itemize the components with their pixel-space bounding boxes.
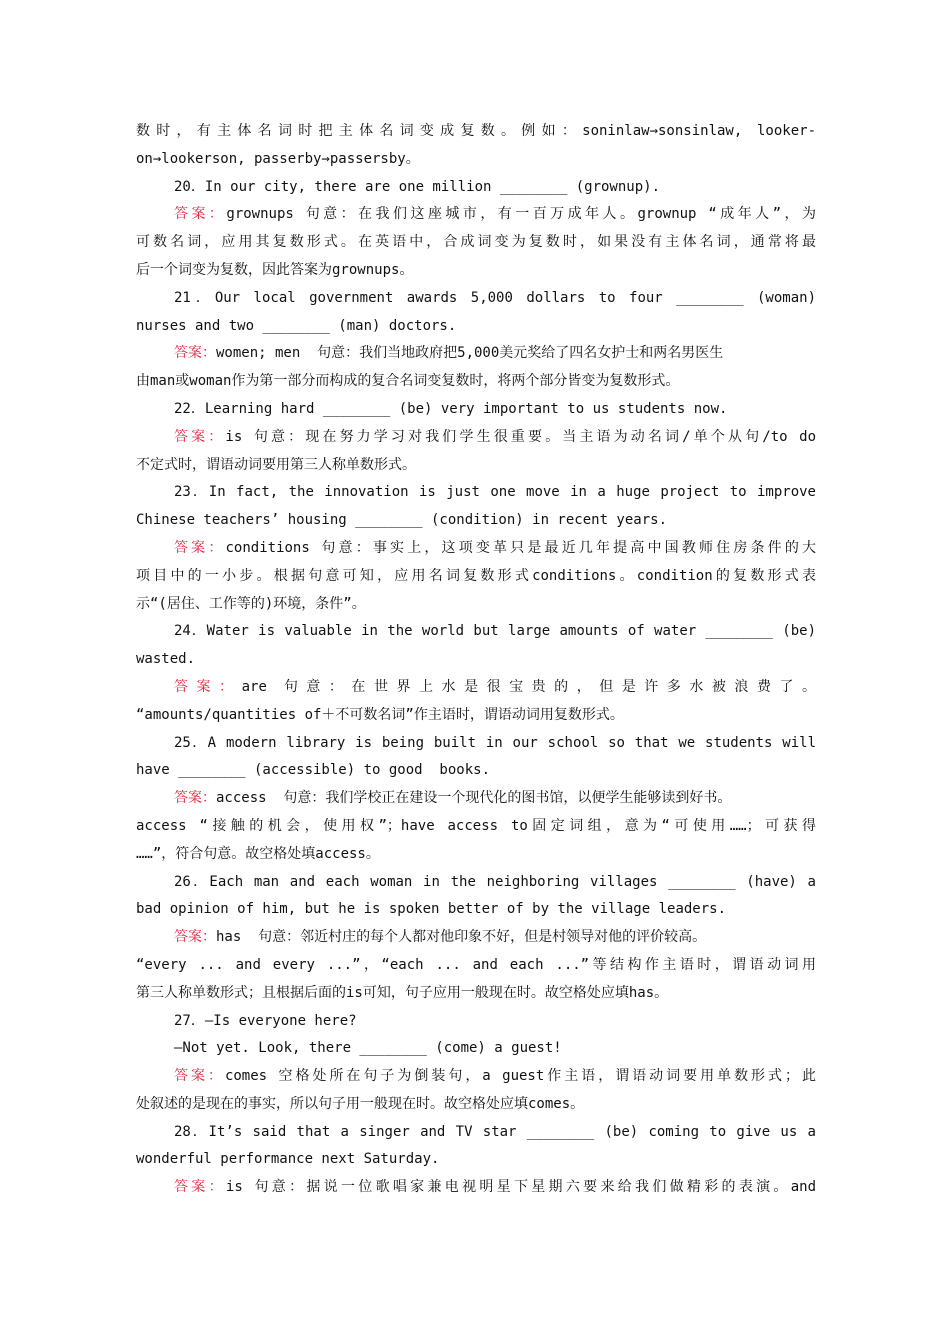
question-text: 26．Each man and each woman in the neighboring villages ________ (have) a — [174, 873, 816, 890]
answer-label: 答案： — [174, 678, 242, 695]
answer-text: grownups 句意：在我们这座城市，有一百万成年人。grownup “成年人”，为 — [226, 206, 816, 223]
answer-label: 答案： — [174, 1179, 226, 1196]
answer-text: access “接触的机会，使用权”；have access to固定词组，意为“可使用……；可获得 — [136, 817, 816, 834]
answer-line — [136, 424, 816, 452]
question-text: 25．A modern library is being built in our school so that we students will — [174, 734, 816, 751]
question-text: wasted. — [136, 651, 196, 668]
answer-line — [136, 785, 816, 813]
answer-text: is 句意：据说一位歌唱家兼电视明星下星期六要来给我们做精彩的表演。and — [225, 1179, 817, 1196]
answer-text: 不定式时，谓语动词要用第三人称单数形式。 — [136, 456, 416, 473]
answer-text: comes 空格处所在句子为倒装句，a guest作主语，谓语动词要用单数形式；此 — [224, 1068, 816, 1085]
answer-text: 示“(居住、工作等的)环境，条件”。 — [136, 595, 366, 612]
answer-text: is 句意：现在努力学习对我们学生很重要。当主语为动名词/单个从句/to do — [225, 428, 816, 445]
answer-label: 答案： — [174, 206, 227, 223]
answer-line — [136, 201, 816, 229]
answer-text: 处叙述的是现在的事实，所以句子用一般现在时。故空格处应填comes。 — [136, 1095, 585, 1112]
question-text: 24．Water is valuable in the world but large amounts of water ________ (be) — [174, 623, 816, 640]
answer-line — [136, 340, 816, 368]
intro-line: 数时，有主体名词时把主体名词变成复数。例如：soninlaw→sonsinlaw, looker- — [136, 123, 816, 139]
answer-label: 答案： — [174, 539, 226, 556]
answer-text: 可数名词，应用其复数形式。在英语中，合成词变为复数时，如果没有主体名词，通常将最 — [136, 234, 816, 251]
answer-line — [136, 1063, 816, 1091]
question-item-20 — [136, 174, 816, 285]
answer-text: access 句意：我们学校正在建设一个现代化的图书馆，以便学生能够读到好书。 — [216, 790, 732, 807]
question-text: —Not yet. Look, there ________ (come) a guest! — [174, 1040, 562, 1057]
answer-line — [136, 674, 816, 702]
answer-text: 项目中的一小步。根据句意可知，应用名词复数形式conditions。condition的复数形式表 — [136, 567, 816, 584]
answer-text: “every ... and every ...”，“each ... and each ...”等结构作主语时，谓语动词用 — [136, 956, 816, 973]
answer-line — [136, 924, 816, 952]
answer-text: are 句意：在世界上水是很宝贵的，但是许多水被浪费了。 — [241, 678, 817, 695]
question-item-22 — [136, 396, 816, 479]
answer-text: ……”，符合句意。故空格处填access。 — [136, 845, 380, 862]
question-text: have ________ (accessible) to good books. — [136, 762, 491, 779]
question-item-24 — [136, 618, 816, 729]
answer-text: 由man或woman作为第一部分而构成的复合名词变复数时，将两个部分皆变为复数形式。 — [136, 373, 680, 390]
answer-label: 答案： — [174, 929, 216, 946]
question-text: 23．In fact, the innovation is just one move in a huge project to improve — [174, 484, 816, 501]
answer-label: 答案： — [174, 790, 216, 807]
answer-text: 后一个词变为复数，因此答案为grownups。 — [136, 261, 414, 278]
question-item-26 — [136, 869, 816, 1008]
answer-line — [136, 535, 816, 563]
question-text: nurses and two ________ (man) doctors. — [136, 317, 457, 334]
question-item-27 — [136, 1008, 816, 1119]
question-text: 28．It’s said that a singer and TV star ________ (be) coming to give us a — [174, 1123, 816, 1140]
question-item-21 — [136, 285, 816, 396]
answer-line — [136, 1174, 816, 1202]
question-text: 20．In our city, there are one million ________ (grownup). — [174, 178, 661, 195]
intro-line: on→lookerson, passerby→passersby。 — [136, 150, 420, 167]
question-text: 22．Learning hard ________ (be) very important to us students now. — [174, 400, 728, 417]
answer-text: 第三人称单数形式；且根据后面的is可知，句子应用一般现在时。故空格处应填has。 — [136, 984, 669, 1001]
answer-label: 答案： — [174, 428, 226, 445]
question-item-23 — [136, 479, 816, 618]
question-text: 27．—Is everyone here? — [174, 1012, 357, 1029]
answer-text: conditions 句意：事实上，这项变革只是最近几年提高中国教师住房条件的大 — [225, 539, 817, 556]
question-text: 21．Our local government awards 5,000 dollars to four ________ (woman) — [174, 289, 816, 306]
answer-label: 答案： — [174, 345, 216, 362]
document-page — [136, 118, 816, 1202]
answer-text: “amounts/quantities of＋不可数名词”作主语时，谓语动词用复数形式。 — [136, 706, 624, 723]
question-item-28 — [136, 1119, 816, 1202]
question-text: bad opinion of him, but he is spoken better of by the village leaders. — [136, 901, 727, 918]
question-item-25 — [136, 730, 816, 869]
answer-label: 答案： — [174, 1068, 225, 1085]
question-text: wonderful performance next Saturday. — [136, 1151, 440, 1168]
answer-text: women; men 句意：我们当地政府把5,000美元奖给了四名女护士和两名男医生 — [216, 345, 724, 362]
answer-text: has 句意：邻近村庄的每个人都对他印象不好，但是村领导对他的评价较高。 — [216, 929, 707, 946]
question-text: Chinese teachers’ housing ________ (condition) in recent years. — [136, 512, 668, 529]
